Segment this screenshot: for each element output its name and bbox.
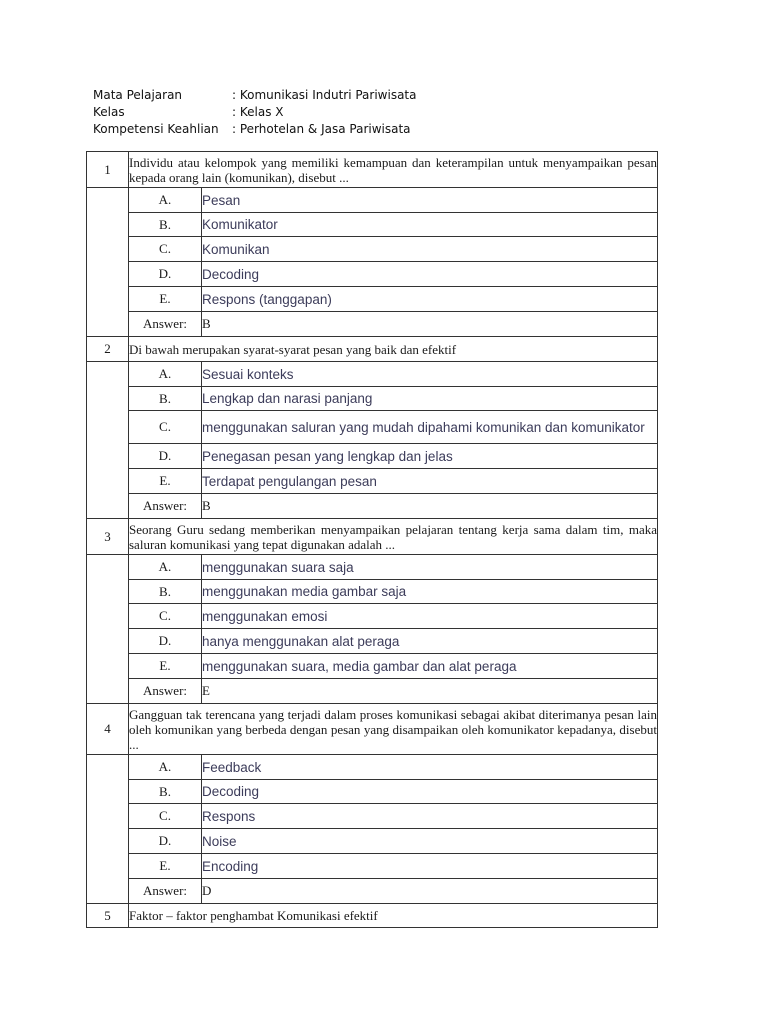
option-letter: A. [129,362,202,387]
option-letter: E. [129,287,202,312]
class-value: : Kelas X [232,105,284,119]
answer-row [87,312,658,337]
question-number: 5 [87,904,129,928]
option-row [87,362,658,387]
option-letter: B. [129,387,202,411]
option-text: Penegasan pesan yang lengkap dan jelas [202,444,658,469]
question-row [87,904,658,928]
option-letter: B. [129,213,202,237]
answer-row [87,879,658,904]
answer-label: Answer: [129,312,202,337]
option-row [87,188,658,213]
option-letter: A. [129,555,202,580]
class-row [93,104,653,121]
option-text: menggunakan saluran yang mudah dipahami komunikan dan komunikator [202,411,658,444]
question-text: Individu atau kelompok yang memiliki kemampuan dan keterampilan untuk menyampaikan pesan kepada orang lain (komunikan), disebut ... [129,152,658,188]
option-text: Komunikator [202,213,658,237]
option-row [87,580,658,604]
option-text: menggunakan suara, media gambar dan alat peraga [202,654,658,679]
option-text: Respons (tanggapan) [202,287,658,312]
option-row [87,387,658,411]
option-row [87,604,658,629]
class-label: Kelas [93,105,125,119]
option-letter: B. [129,780,202,804]
option-letter: E. [129,854,202,879]
option-text: menggunakan emosi [202,604,658,629]
question-text: Gangguan tak terencana yang terjadi dalam proses komunikasi sebagai akibat diterimanya pesan lain oleh komunikan yang berbeda dengan pesan yang disampaikan oleh komunikator kepadanya, disebut ... [129,704,658,755]
question-number: 1 [87,152,129,188]
document-header [93,87,653,138]
question-text: Faktor – faktor penghambat Komunikasi efektif [129,904,658,928]
option-row [87,780,658,804]
option-letter: D. [129,262,202,287]
question-number: 3 [87,519,129,555]
option-letter: A. [129,188,202,213]
option-row [87,411,658,444]
option-letter: D. [129,444,202,469]
option-row [87,555,658,580]
option-text: Decoding [202,780,658,804]
answer-label: Answer: [129,879,202,904]
competency-row [93,121,653,138]
option-letter: E. [129,654,202,679]
option-text: Encoding [202,854,658,879]
blank-cell [87,362,129,519]
question-number: 2 [87,337,129,362]
answer-value: B [202,312,658,337]
option-text: Decoding [202,262,658,287]
option-text: Respons [202,804,658,829]
answer-value: E [202,679,658,704]
option-text: Feedback [202,755,658,780]
question-row [87,704,658,755]
answer-row [87,679,658,704]
subject-row [93,87,653,104]
answer-row [87,494,658,519]
question-row [87,519,658,555]
question-row [87,337,658,362]
option-row [87,829,658,854]
answer-value: D [202,879,658,904]
option-letter: A. [129,755,202,780]
option-text: menggunakan suara saja [202,555,658,580]
option-row [87,654,658,679]
option-letter: C. [129,604,202,629]
quiz-table [86,151,658,928]
answer-value: B [202,494,658,519]
option-row [87,262,658,287]
option-row [87,213,658,237]
option-row [87,444,658,469]
option-row [87,469,658,494]
option-text: Noise [202,829,658,854]
option-row [87,755,658,780]
option-letter: C. [129,237,202,262]
option-row [87,237,658,262]
blank-cell [87,555,129,704]
option-text: menggunakan media gambar saja [202,580,658,604]
option-row [87,629,658,654]
option-text: Terdapat pengulangan pesan [202,469,658,494]
subject-label: Mata Pelajaran [93,88,183,102]
blank-cell [87,755,129,904]
option-text: Sesuai konteks [202,362,658,387]
competency-label: Kompetensi Keahlian [93,122,219,136]
option-row [87,854,658,879]
question-text: Di bawah merupakan syarat-syarat pesan yang baik dan efektif [129,337,658,362]
option-letter: B. [129,580,202,604]
option-letter: E. [129,469,202,494]
option-letter: D. [129,629,202,654]
option-row [87,804,658,829]
question-row [87,152,658,188]
option-row [87,287,658,312]
option-text: Komunikan [202,237,658,262]
option-letter: C. [129,411,202,444]
option-text: Lengkap dan narasi panjang [202,387,658,411]
question-number: 4 [87,704,129,755]
option-letter: D. [129,829,202,854]
answer-label: Answer: [129,679,202,704]
option-text: Pesan [202,188,658,213]
option-text: hanya menggunakan alat peraga [202,629,658,654]
competency-value: : Perhotelan & Jasa Pariwisata [232,122,411,136]
blank-cell [87,188,129,337]
option-letter: C. [129,804,202,829]
answer-label: Answer: [129,494,202,519]
question-text: Seorang Guru sedang memberikan menyampaikan pelajaran tentang kerja sama dalam tim, maka saluran komunikasi yang tepat digunakan adalah ... [129,519,658,555]
subject-value: : Komunikasi Indutri Pariwisata [232,88,417,102]
